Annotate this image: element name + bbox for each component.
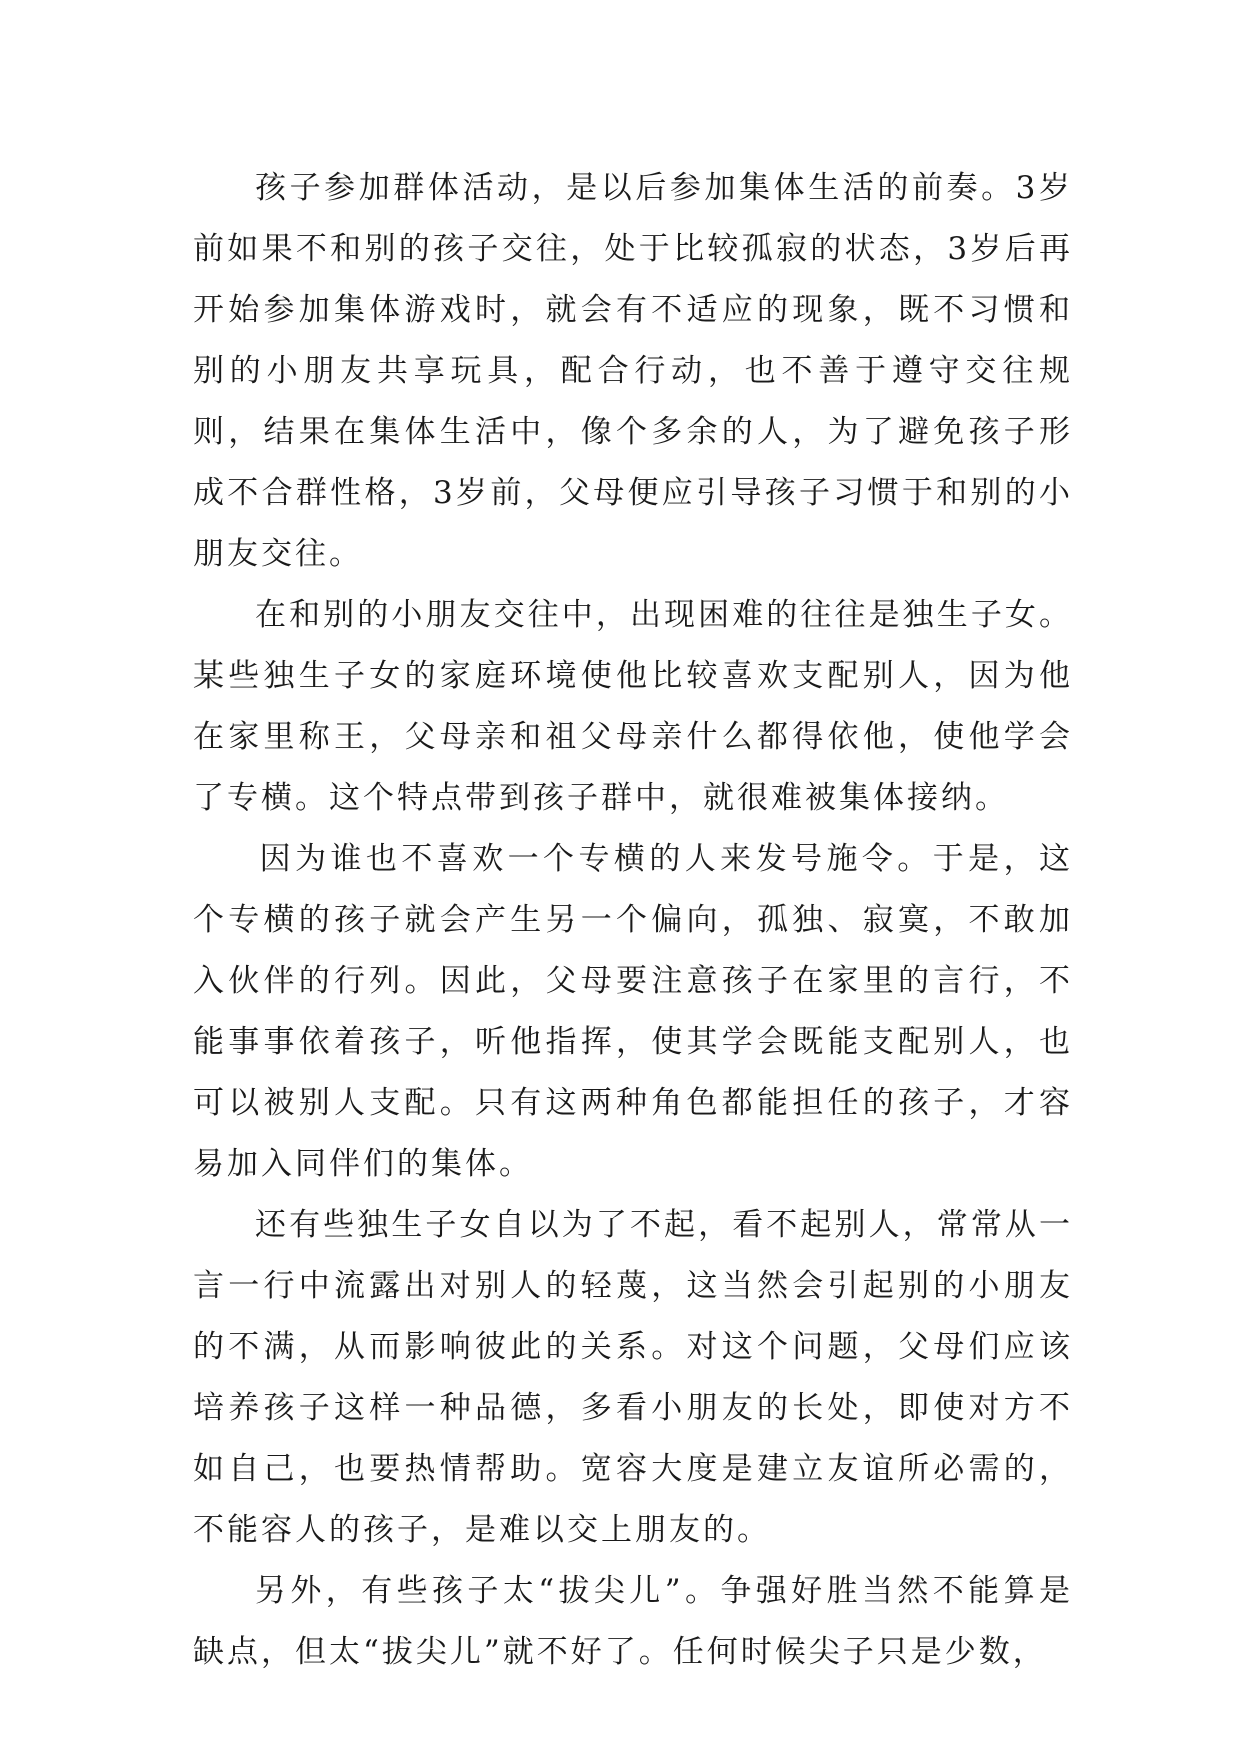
paragraph-1: 孩子参加群体活动，是以后参加集体生活的前奏。3岁前如果不和别的孩子交往，处于比较孤寂的状态，3岁后再开始参加集体游戏时，就会有不适应的现象，既不习惯和别的小朋友共享玩具，配合行动，也不善于遵守交往规则，结果在集体生活中，像个多余的人，为了避免孩子形成不合群性格，3岁前，父母便应引导孩子习惯于和别的小朋友交往。	[193, 170, 1073, 572]
paragraph-3: 因为谁也不喜欢一个专横的人来发号施令。于是，这个专横的孩子就会产生另一个偏向，孤独、寂寞，不敢加入伙伴的行列。因此，父母要注意孩子在家里的言行，不能事事依着孩子，听他指挥，使其学会既能支配别人，也可以被别人支配。只有这两种角色都能担任的孩子，才容易加入同伴们的集体。	[193, 841, 1073, 1182]
paragraph-2: 在和别的小朋友交往中，出现困难的往往是独生子女。某些独生子女的家庭环境使他比较喜欢支配别人，因为他在家里称王，父母亲和祖父母亲什么都得依他，使他学会了专横。这个特点带到孩子群中，就很难被集体接纳。	[193, 597, 1073, 816]
paragraph-4: 还有些独生子女自以为了不起，看不起别人，常常从一言一行中流露出对别人的轻蔑，这当然会引起别的小朋友的不满，从而影响彼此的关系。对这个问题，父母们应该培养孩子这样一种品德，多看小朋友的长处，即使对方不如自己，也要热情帮助。宽容大度是建立友谊所必需的，不能容人的孩子，是难以交上朋友的。	[193, 1207, 1073, 1548]
body-text	[193, 158, 1073, 1683]
paragraph-5: 另外，有些孩子太“拔尖儿”。争强好胜当然不能算是缺点，但太“拔尖儿”就不好了。任何时候尖子只是少数，	[193, 1573, 1073, 1670]
